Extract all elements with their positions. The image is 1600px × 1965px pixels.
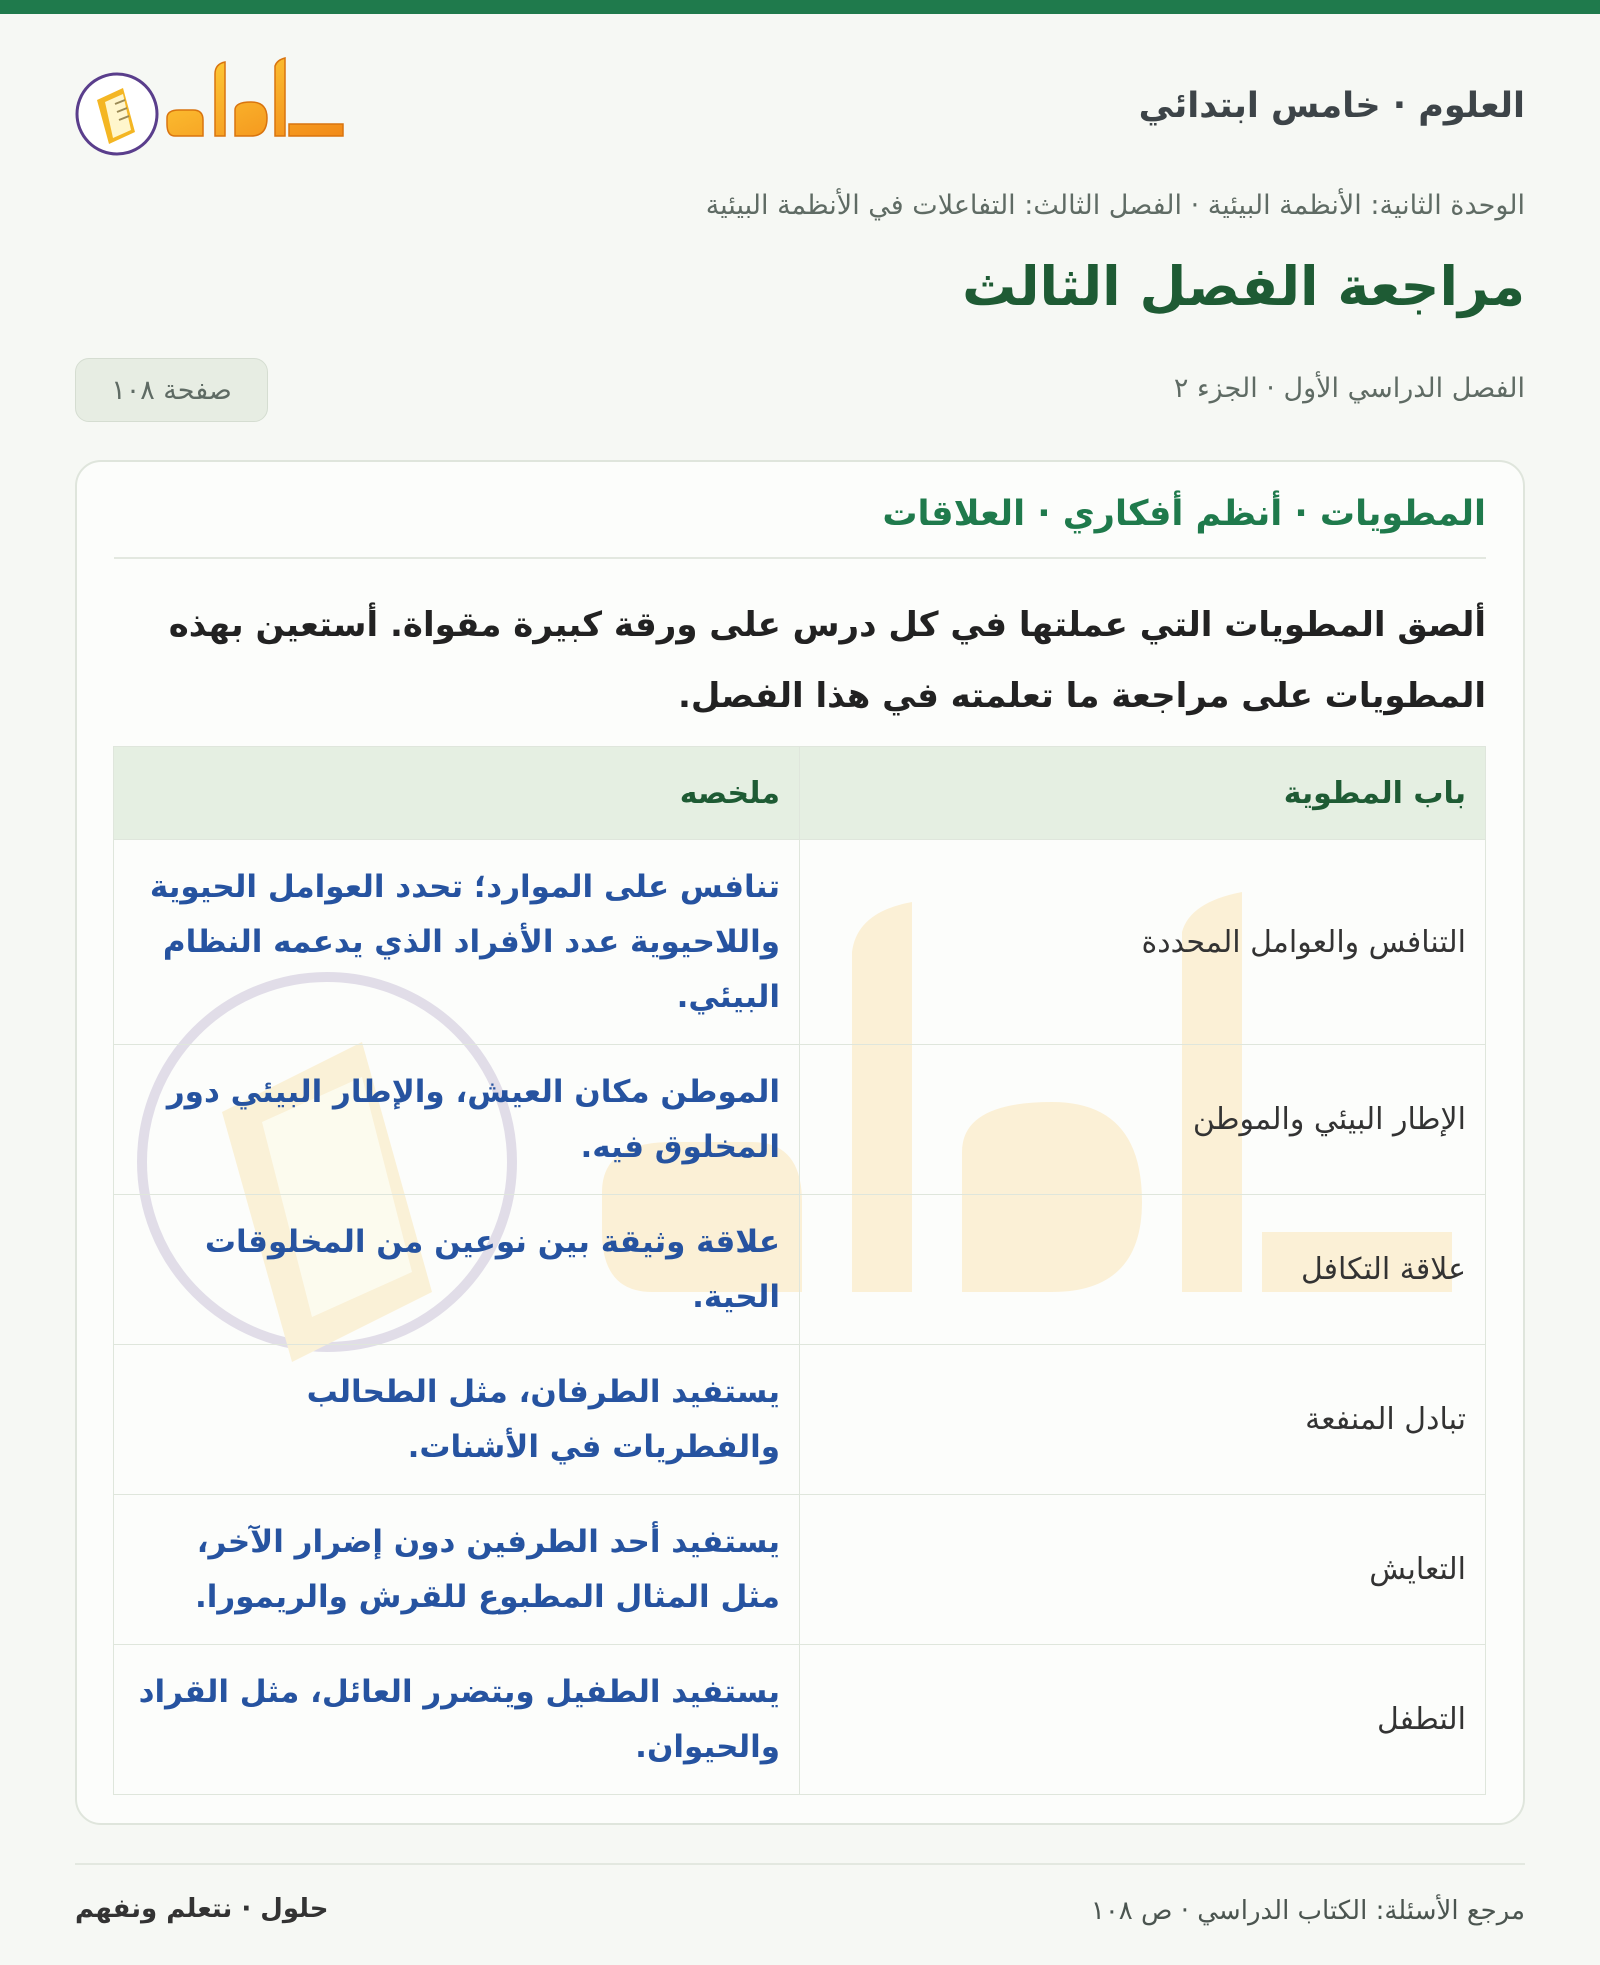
top-accent-bar <box>0 0 1600 14</box>
table-row <box>114 1495 1486 1645</box>
page-number-badge: صفحة ١٠٨ <box>75 358 268 422</box>
summary-cell: علاقة وثيقة بين نوعين من المخلوقات الحية. <box>114 1195 800 1345</box>
hulool-logo <box>75 52 345 162</box>
page-title: مراجعة الفصل الثالث <box>962 255 1525 318</box>
table-row <box>114 840 1486 1045</box>
summary-cell: تنافس على الموارد؛ تحدد العوامل الحيوية واللاحيوية عدد الأفراد الذي يدعمه النظام البيئي. <box>114 840 800 1045</box>
breadcrumb: الوحدة الثانية: الأنظمة البيئية · الفصل الثالث: التفاعلات في الأنظمة البيئية <box>705 190 1525 221</box>
fold-cell: التعايش <box>800 1495 1486 1645</box>
summary-cell: يستفيد الطفيل ويتضرر العائل، مثل القراد والحيوان. <box>114 1645 800 1795</box>
instructions-text: ألصق المطويات التي عملتها في كل درس على ورقة كبيرة مقواة. أستعين بهذه المطويات على مراجعة ما تعلمته في هذا الفصل. <box>168 605 1486 716</box>
page-header <box>75 52 1525 162</box>
review-card <box>75 460 1525 1825</box>
card-heading: المطويات · أنظم أفكاري · العلاقات <box>882 494 1486 534</box>
card-divider <box>114 557 1486 559</box>
column-header-fold: باب المطوية <box>800 747 1486 840</box>
foldables-table <box>113 746 1486 1795</box>
table-row <box>114 1045 1486 1195</box>
table-row <box>114 1345 1486 1495</box>
summary-cell: يستفيد الطرفان، مثل الطحالب والفطريات في الأشنات. <box>114 1345 800 1495</box>
fold-cell: التنافس والعوامل المحددة <box>800 840 1486 1045</box>
fold-cell: الإطار البيئي والموطن <box>800 1045 1486 1195</box>
fold-cell: التطفل <box>800 1645 1486 1795</box>
summary-cell: الموطن مكان العيش، والإطار البيئي دور المخلوق فيه. <box>114 1045 800 1195</box>
subject-title: العلوم · خامس ابتدائي <box>1138 86 1525 126</box>
footer-reference: مرجع الأسئلة: الكتاب الدراسي · ص ١٠٨ <box>1090 1896 1525 1926</box>
footer-divider <box>75 1863 1525 1865</box>
summary-cell: يستفيد أحد الطرفين دون إضرار الآخر، مثل المثال المطبوع للقرش والريمورا. <box>114 1495 800 1645</box>
table-header-row <box>114 747 1486 840</box>
footer-brand: حلول · نتعلم ونفهم <box>75 1894 329 1924</box>
fold-cell: تبادل المنفعة <box>800 1345 1486 1495</box>
table-row <box>114 1195 1486 1345</box>
table-row <box>114 1645 1486 1795</box>
fold-cell: علاقة التكافل <box>800 1195 1486 1345</box>
semester-part-label: الفصل الدراسي الأول · الجزء ٢ <box>1173 373 1525 404</box>
column-header-summary: ملخصه <box>114 747 800 840</box>
